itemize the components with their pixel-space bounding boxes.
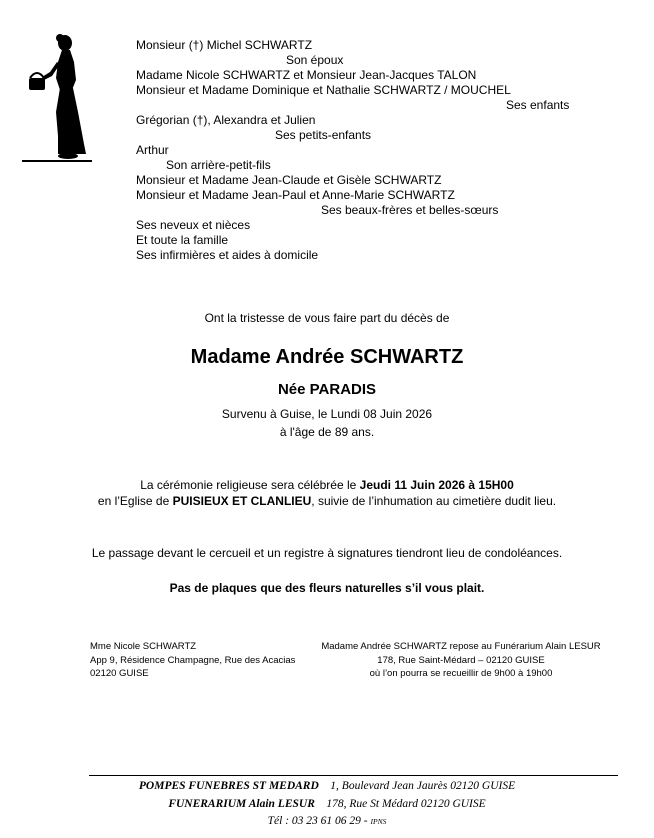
deceased-name: Madame Andrée SCHWARTZ	[190, 346, 464, 368]
family-line: Grégorian (†), Alexandra et Julien	[136, 113, 316, 127]
footer-line-3: Tél : 03 23 61 06 29 - IPNS	[267, 815, 387, 827]
family-line: Ses beaux-frères et belles-sœurs	[321, 203, 499, 217]
family-line: Ses infirmières et aides à domicile	[136, 248, 319, 262]
family-list	[0, 38, 654, 263]
family-line: Monsieur et Madame Jean-Paul et Anne-Marie SCHWARTZ	[136, 188, 455, 202]
family-line: Monsieur et Madame Dominique et Nathalie SCHWARTZ / MOUCHEL	[136, 83, 511, 97]
family-line: Ses enfants	[506, 98, 570, 112]
family-line: Arthur	[136, 143, 169, 157]
footer-line-1: POMPES FUNEBRES ST MEDARD 1, Boulevard Jean Jaurès 02120 GUISE	[138, 780, 516, 792]
age-text: à l'âge de 89 ans.	[279, 425, 375, 439]
family-line: Ses neveux et nièces	[136, 218, 251, 232]
family-line: Ses petits-enfants	[275, 128, 372, 142]
maiden-name: Née PARADIS	[277, 381, 377, 398]
footer-line-2: FUNERARIUM Alain LESUR 178, Rue St Médard 02120 GUISE	[168, 798, 486, 810]
condolences-text: Le passage devant le cercueil et un registre à signatures tiendront lieu de condoléances.	[91, 546, 563, 560]
family-line: Son époux	[286, 53, 344, 67]
footer-rule	[89, 775, 618, 776]
contact-left	[90, 640, 295, 681]
contact-left-line: Mme Nicole SCHWARTZ	[90, 641, 197, 652]
contact-right-line: 178, Rue Saint-Médard – 02120 GUISE	[377, 654, 545, 666]
family-line: Et toute la famille	[136, 233, 229, 247]
family-line: Madame Nicole SCHWARTZ et Monsieur Jean-Jacques TALON	[136, 68, 477, 82]
death-date: Survenu à Guise, le Lundi 08 Juin 2026	[221, 407, 433, 421]
family-line: Monsieur (†) Michel SCHWARTZ	[136, 38, 313, 52]
ceremony-line-1: La cérémonie religieuse sera célébrée le Jeudi 11 Juin 2026 à 15H00	[140, 478, 514, 492]
ceremony-line-2: en l’Eglise de PUISIEUX ET CLANLIEU, suivie de l’inhumation au cimetière dudit lieu.	[97, 494, 557, 508]
family-line: Son arrière-petit-fils	[166, 158, 271, 172]
contact-right-line: Madame Andrée SCHWARTZ repose au Funérarium Alain LESUR	[321, 641, 601, 652]
contact-right-line: où l’on pourra se recueillir de 9h00 à 19h00	[369, 668, 553, 679]
contact-left-line: App 9, Résidence Champagne, Rue des Acacias	[90, 654, 296, 666]
contact-left-line: 02120 GUISE	[90, 668, 149, 679]
flowers-text: Pas de plaques que des fleurs naturelles s’il vous plait.	[169, 581, 485, 595]
intro-text: Ont la tristesse de vous faire part du décès de	[204, 311, 450, 325]
family-line: Monsieur et Madame Jean-Claude et Gisèle SCHWARTZ	[136, 173, 442, 187]
contact-right	[300, 640, 622, 681]
